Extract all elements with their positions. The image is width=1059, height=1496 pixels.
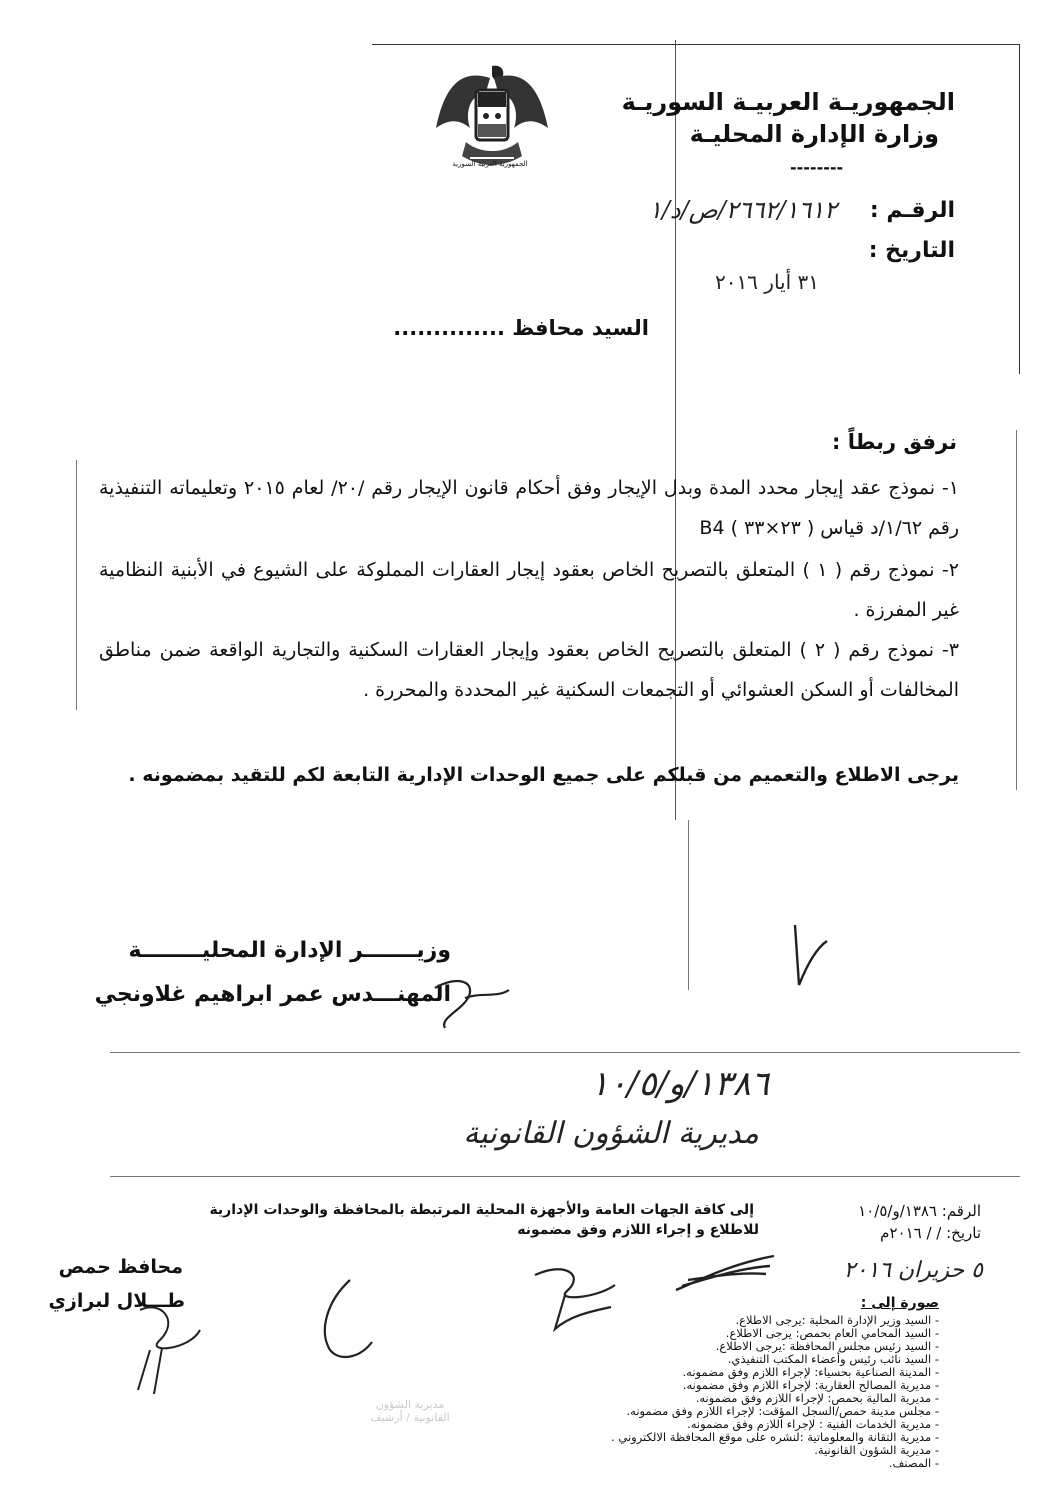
scan-fold-line-lower	[688, 820, 689, 990]
header-separator: --------	[790, 158, 844, 177]
handwritten-date: ٥ حزيران ٢٠١٦	[843, 1258, 983, 1283]
copy-recipient: - السيد المحامي العام بحمص: يرجى الاطلاع.	[725, 1326, 939, 1340]
eagle-emblem-icon	[430, 58, 554, 176]
signature-2-icon	[310, 1270, 390, 1370]
copy-recipient: - المدينة الصناعية بحسياء: لإجراء اللازم وفق مضمونه.	[682, 1365, 939, 1379]
copy-recipient: - مديرية الشؤون القانونية.	[814, 1443, 939, 1457]
ref-label: الرقـم :	[869, 198, 955, 223]
minister-name: المهنـــدس عمر ابراهيم غلاونجي	[94, 982, 451, 1007]
archive-stamp: مديرية الشؤون القانونية / أرشيف	[370, 1398, 450, 1424]
scan-frame-left	[76, 460, 77, 710]
closing-instruction: يرجى الاطلاع والتعميم من قبلكم على جميع الوحدات الإدارية التابعة لكم للتقيد بمضمونه .	[128, 764, 959, 786]
copy-recipient: - المصنف.	[888, 1456, 939, 1470]
attachment-item: ١- نموذج عقد إيجار محدد المدة وبدل الإيجار وفق أحكام قانون الإيجار رقم /٢٠/ لعام ٢٠١٥ وتعليماته التنفيذية رقم ١/٦٢/د قياس ( ٢٣×٣٣ ) B4	[99, 477, 959, 539]
minister-title: وزيـــــــر الإدارة المحليــــــــة	[128, 938, 451, 963]
copy-recipient: - مديرية الخدمات الفنية : لإجراء اللازم وفق مضمونه.	[687, 1417, 939, 1431]
signature-3-icon	[515, 1255, 625, 1335]
routing-date: تاريخ: / / ٢٠١٦م	[880, 1224, 981, 1242]
copies-heading: صورة إلى :	[860, 1295, 939, 1311]
copy-recipient: - مديرية المالية بحمص: لإجراء اللازم وفق مضمونه.	[695, 1391, 939, 1405]
scan-strip-bottom	[110, 1176, 1020, 1177]
copy-recipient: - مديرية المصالح العقارية: لإجراء اللازم وفق مضمونه.	[682, 1378, 939, 1392]
routing-recipients: إلى كافة الجهات العامة والأجهزة المحلية المرتبطة بالمحافظة والوحدات الإدارية	[209, 1202, 754, 1218]
addressee: السيد محافظ ..............	[393, 316, 649, 340]
signature-4-icon	[670, 1250, 780, 1300]
date-label: التاريخ :	[868, 238, 955, 263]
governor-name: طـــلال لبرازي	[48, 1290, 185, 1312]
ministry-title: وزارة الإدارة المحليـة	[689, 120, 939, 148]
copy-recipient: - السيد رئيس مجلس المحافظة :يرجى الاطلاع.	[715, 1339, 939, 1353]
routing-ref: الرقم: ١٣٨٦/و/١٠/٥	[858, 1202, 981, 1220]
initials-mark-icon	[775, 915, 835, 995]
handwritten-ref: ١٣٨٦/و/١٠/٥	[590, 1064, 769, 1104]
attachment-item: ٣- نموذج رقم ( ٢ ) المتعلق بالتصريح الخاص بعقود وإيجار العقارات السكنية والتجارية الواقعة ضمن مناطق المخالفات أو السكن العشوائي أو التجمعات السكنية غير المحددة والمحررة .	[99, 639, 959, 701]
date-value-stamp: ٣١ أيار ٢٠١٦	[714, 270, 819, 294]
routing-instruction: للاطلاع و إجراء اللازم وفق مضمونه	[517, 1222, 759, 1238]
scan-frame-right	[1016, 430, 1017, 790]
scan-border-right	[1019, 44, 1020, 374]
handwritten-note: مديرية الشؤون القانونية	[463, 1116, 759, 1151]
scan-border-top	[372, 44, 1020, 45]
emblem-caption: الجمهورية العربية السورية	[452, 160, 528, 168]
copy-recipient: - السيد وزير الإدارة المحلية :يرجى الاطلاع.	[735, 1313, 939, 1327]
minister-signature-icon	[425, 968, 515, 1038]
scan-strip-top	[110, 1052, 1020, 1053]
country-title: الجمهوريـة العربيـة السوريـة	[621, 88, 955, 116]
governor-title: محافظ حمص	[58, 1256, 183, 1278]
copy-recipient: - السيد نائب رئيس وأعضاء المكتب التنفيذي.	[727, 1352, 939, 1366]
attachments-intro: نرفق ربطاً :	[832, 430, 957, 454]
governor-signature-icon	[120, 1290, 210, 1400]
copy-recipient: - مجلس مدينة حمص/السجل المؤقت: لإجراء اللازم وفق مضمونه.	[626, 1404, 939, 1418]
ref-value-handwritten: ٢٦٦٢/١٦١٢/ص/د/١	[648, 196, 837, 224]
copy-recipient: - مديرية التقانة والمعلوماتية :لنشره على موقع المحافظة الالكتروني .	[611, 1430, 939, 1444]
attachment-item: ٢- نموذج رقم ( ١ ) المتعلق بالتصريح الخاص بعقود إيجار العقارات المملوكة على الشيوع في الأبنية النظامية غير المفرزة .	[99, 559, 959, 621]
